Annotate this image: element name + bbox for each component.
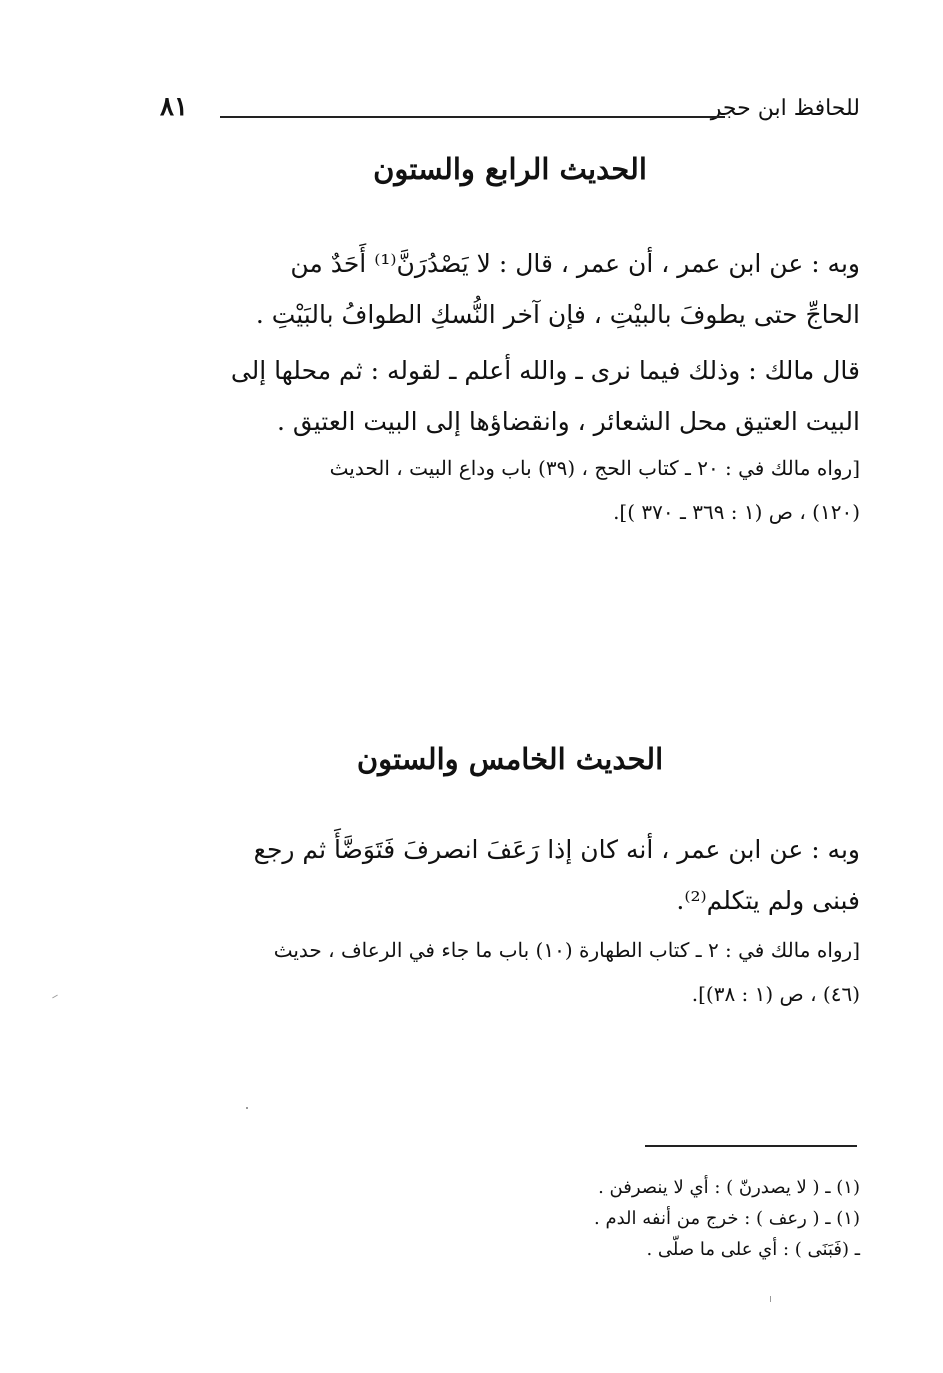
header-rule <box>220 116 725 118</box>
hadith-65-text-line: فبنى ولم يتكلم⁽²⁾. <box>676 886 860 915</box>
footnote-2: (١) ـ ( رعف ) : خرج من أنفه الدم . <box>594 1208 860 1229</box>
reference-line: (١٢٠) ، ص (١ : ٣٦٩ ـ ٣٧٠ )]. <box>613 500 860 524</box>
malik-commentary-line: البيت العتيق محل الشعائر ، وانقضاؤها إلى البيت العتيق . <box>276 407 860 436</box>
hadith-64-text-line: الحاجِّ حتى يطوفَ بالبيْتِ ، فإن آخر النُّسكِ الطوافُ بالبَيْتِ . <box>255 300 860 329</box>
page-number: ٨١ <box>160 92 188 122</box>
reference-line: [رواه مالك في : ٢٠ ـ كتاب الحج ، (٣٩) باب وداع البيت ، الحديث <box>329 456 860 480</box>
footnote-3: ـ (فَبَنَى ) : أي على ما صلّى . <box>646 1239 860 1260</box>
scan-speck <box>246 1107 248 1109</box>
hadith-65-reference <box>160 928 860 1016</box>
hadith-64-heading: الحديث الرابع والستون <box>373 152 647 186</box>
running-title: للحافظ ابن حجر <box>710 96 860 121</box>
scan-speck <box>770 1296 771 1302</box>
hadith-64-text-line: وبه : عن ابن عمر ، أن عمر ، قال : لا يَصْدُرَنَّ⁽¹⁾ أَحَدٌ من <box>290 249 860 278</box>
hadith-65-heading: الحديث الخامس والستون <box>356 742 664 776</box>
footnote-1: (١) ـ ( لا يصدرنّ ) : أي لا ينصرفن . <box>598 1177 860 1198</box>
reference-line: [رواه مالك في : ٢ ـ كتاب الطهارة (١٠) باب ما جاء في الرعاف ، حديث <box>273 938 860 962</box>
hadith-64-reference <box>160 446 860 534</box>
hadith-65-text <box>160 824 860 926</box>
running-header <box>160 92 860 132</box>
footnotes <box>520 1172 860 1265</box>
scan-speck <box>52 995 58 999</box>
hadith-64-text <box>160 238 860 340</box>
hadith-65-text-line: وبه : عن ابن عمر ، أنه كان إذا رَعَفَ انصرفَ فَتَوَضَّأَ ثم رجع <box>253 835 860 864</box>
malik-commentary <box>160 345 860 447</box>
reference-line: (٤٦) ، ص (١ : ٣٨)]. <box>691 982 860 1006</box>
footnote-rule <box>645 1145 857 1147</box>
malik-commentary-line: قال مالك : وذلك فيما نرى ـ والله أعلم ـ لقوله : ثم محلها إلى <box>230 356 860 385</box>
